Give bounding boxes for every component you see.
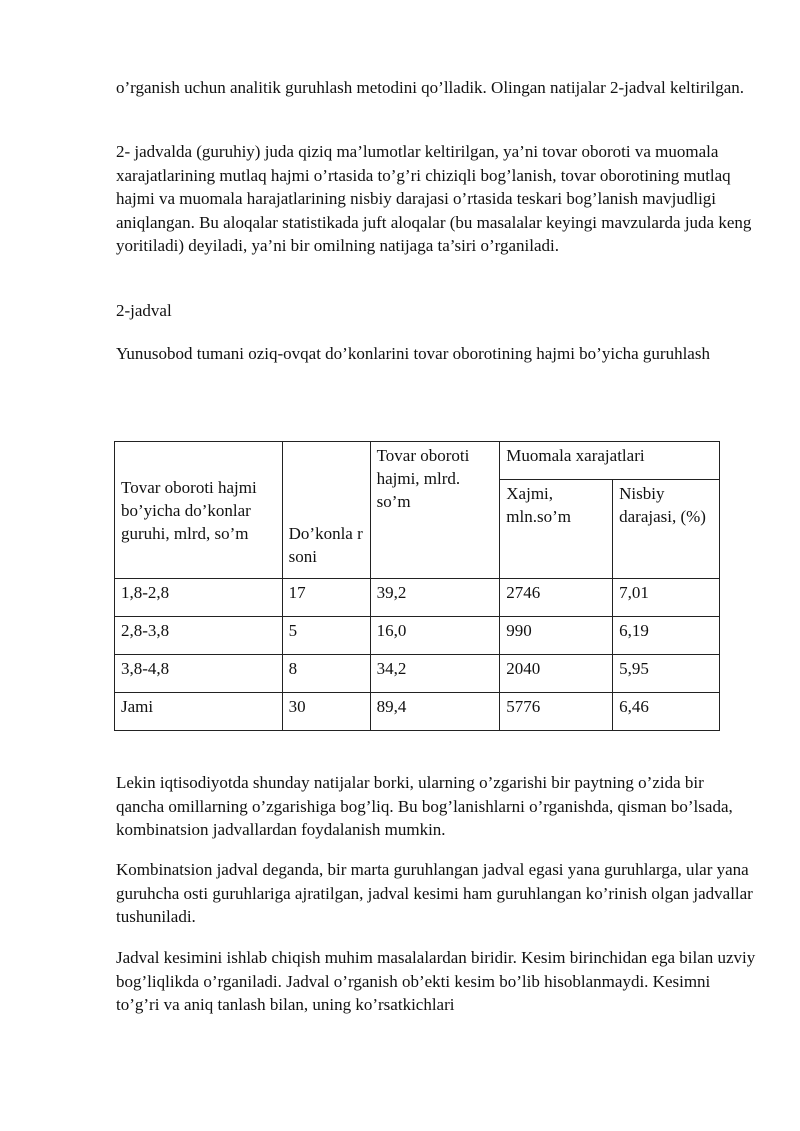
cell-expenses-volume: 2040 [500, 655, 613, 693]
cell-store-count: 5 [282, 617, 370, 655]
header-turnover-volume: Tovar oboroti hajmi, mlrd. so’m [370, 442, 500, 579]
header-store-group: Tovar oboroti hajmi bo’yicha do’konlar guruhi, mlrd, so’m [115, 442, 283, 579]
paragraph-table-description: 2- jadvalda (guruhiy) juda qiziq ma’lumotlar keltirilgan, ya’ni tovar oboroti va muomala xarajatlarining mutlaq hajmi o’rtasida to’g’ri chiziqli bog’lanish, tovar oborotining mutlaq hajmi va muomala harajatlarining nisbiy darajasi o’rtasida teskari bog’lanish mavjudligi aniqlangan. Bu aloqalar statistikada juft aloqalar (bu masalalar keyingi mavzularda juda keng yoritiladi) deyiladi, ya’ni bir omilning natijaga ta’siri o’rganiladi. [116, 142, 752, 255]
cell-group: Jami [115, 693, 283, 731]
header-expenses-relative: Nisbiy darajasi, (%) [613, 480, 720, 579]
table-number-label: 2-jadval [116, 301, 172, 320]
cell-group: 3,8-4,8 [115, 655, 283, 693]
cell-store-count: 17 [282, 579, 370, 617]
cell-turnover: 39,2 [370, 579, 500, 617]
cell-group: 2,8-3,8 [115, 617, 283, 655]
table-caption: Yunusobod tumani oziq-ovqat do’konlarini tovar oborotining hajmi bo’yicha guruhlash [116, 344, 710, 363]
table-row [115, 655, 720, 693]
cell-turnover: 34,2 [370, 655, 500, 693]
table-row [115, 579, 720, 617]
cell-expenses-relative: 7,01 [613, 579, 720, 617]
paragraph-combination-intro: Lekin iqtisodiyotda shunday natijalar borki, ularning o’zgarishi bir paytning o’zida bir qancha omillarning o’zgarishiga bog’liq. Bu bog’lanishlarni o’rganishda, qisman bo’lsada, kombinatsion jadvallardan foydalanish mumkin. [116, 773, 733, 839]
header-expenses-volume: Xajmi, mln.so’m [500, 480, 613, 579]
cell-expenses-relative: 6,46 [613, 693, 720, 731]
header-store-count: Do’konla r soni [282, 442, 370, 579]
table-header-row [115, 442, 720, 480]
paragraph-table-section: Jadval kesimini ishlab chiqish muhim masalalardan biridir. Kesim birinchidan ega bilan uzviy bog’liqlikda o’rganiladi. Jadval o’rganish ob’ekti kesim bo’lib hisoblanmaydi. Kesimni to’g’ri va aniq tanlash bilan, uning ko’rsatkichlari [116, 948, 756, 1014]
grouping-table [114, 441, 720, 731]
cell-expenses-relative: 6,19 [613, 617, 720, 655]
paragraph-combination-definition: Kombinatsion jadval deganda, bir marta guruhlangan jadval egasi yana guruhlarga, ular yana guruhcha osti guruhlariga ajratilgan, jadval kesimi ham guruhlangan ko’rinish olgan jadvallar tushuniladi. [116, 860, 753, 926]
header-circulation-expenses: Muomala xarajatlari [500, 442, 720, 480]
cell-expenses-volume: 5776 [500, 693, 613, 731]
cell-expenses-relative: 5,95 [613, 655, 720, 693]
cell-turnover: 89,4 [370, 693, 500, 731]
cell-store-count: 30 [282, 693, 370, 731]
cell-expenses-volume: 2746 [500, 579, 613, 617]
paragraph-intro: o’rganish uchun analitik guruhlash metodini qo’lladik. Olingan natijalar 2-jadval keltirilgan. [116, 78, 745, 97]
cell-store-count: 8 [282, 655, 370, 693]
cell-group: 1,8-2,8 [115, 579, 283, 617]
cell-expenses-volume: 990 [500, 617, 613, 655]
table-row [115, 617, 720, 655]
table-total-row [115, 693, 720, 731]
cell-turnover: 16,0 [370, 617, 500, 655]
